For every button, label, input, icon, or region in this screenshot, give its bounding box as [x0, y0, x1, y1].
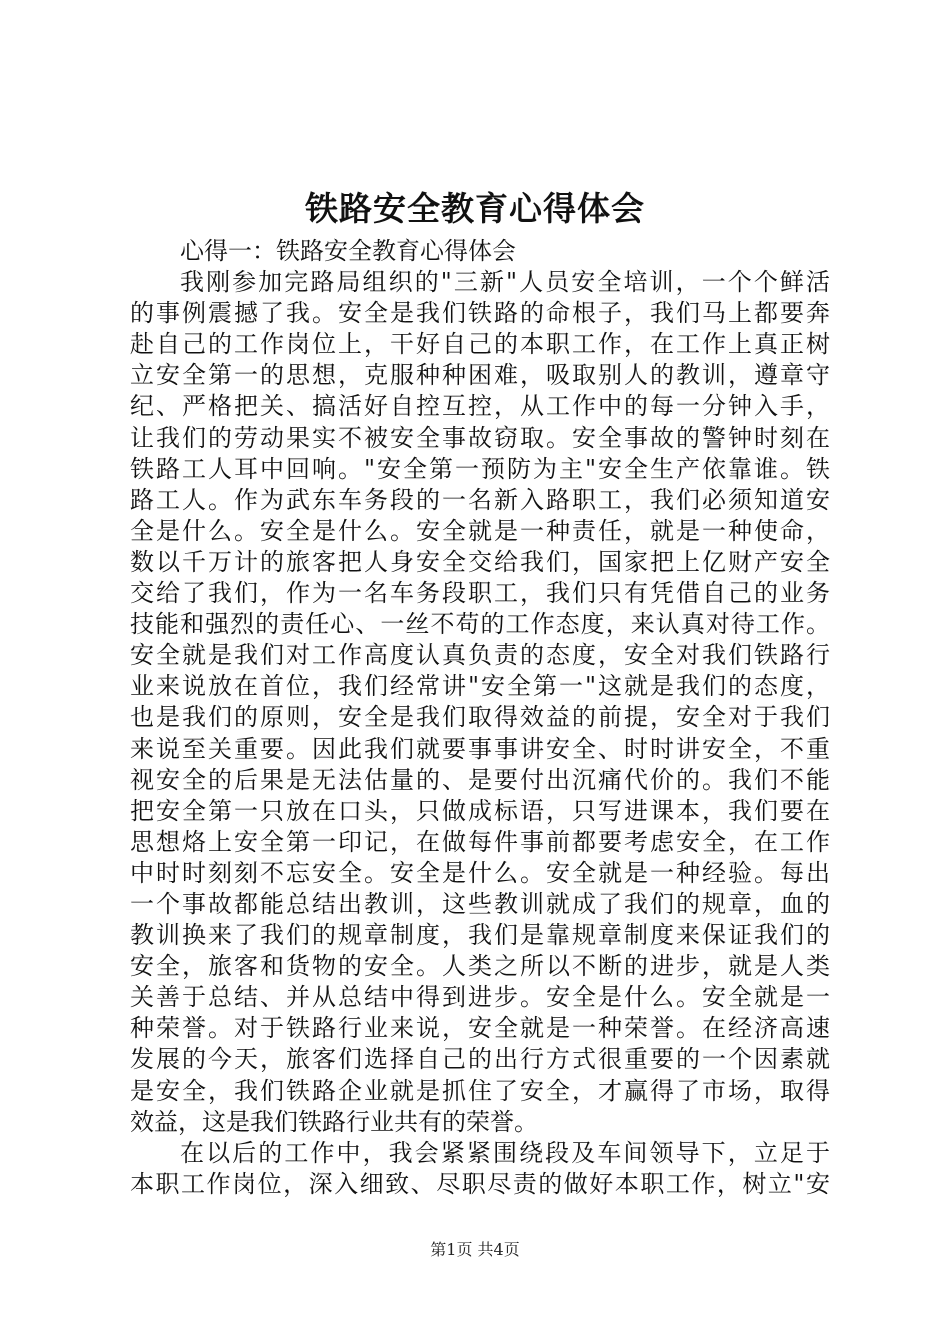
paragraph-line: 本职工作岗位，深入细致、尽职尽责的做好本职工作，树立"安	[130, 1169, 830, 1198]
page-number: 第1页 共4页	[430, 1240, 520, 1259]
paragraph-line: 让我们的劳动果实不被安全事故窃取。安全事故的警钟时刻在	[130, 423, 830, 452]
paragraph-line: 视安全的后果是无法估量的、是要付出沉痛代价的。我们不能	[130, 765, 830, 794]
paragraph-line: 效益，这是我们铁路行业共有的荣誉。	[130, 1107, 538, 1136]
paragraph-line: 来说至关重要。因此我们就要事事讲安全、时时讲安全，不重	[130, 734, 830, 763]
paragraph-line: 纪、严格把关、搞活好自控互控，从工作中的每一分钟入手，	[130, 392, 830, 421]
document-body	[130, 236, 830, 1200]
paragraph-line: 交给了我们，作为一名车务段职工，我们只有凭借自己的业务	[130, 579, 830, 608]
paragraph-line: 发展的今天，旅客们选择自己的出行方式很重要的一个因素就	[130, 1045, 830, 1074]
paragraph-line: 的事例震撼了我。安全是我们铁路的命根子，我们马上都要奔	[130, 299, 830, 328]
paragraph-line: 在以后的工作中，我会紧紧围绕段及车间领导下，立足于	[180, 1138, 830, 1167]
paragraph-line: 中时时刻刻不忘安全。安全是什么。安全就是一种经验。每出	[130, 858, 830, 887]
page-footer	[0, 1240, 950, 1260]
paragraph-line: 安全就是我们对工作高度认真负责的态度，安全对我们铁路行	[130, 641, 830, 670]
paragraph-line: 业来说放在首位，我们经常讲"安全第一"这就是我们的态度，	[130, 672, 830, 701]
paragraph-line: 关善于总结、并从总结中得到进步。安全是什么。安全就是一	[130, 983, 830, 1012]
paragraph-line: 教训换来了我们的规章制度，我们是靠规章制度来保证我们的	[130, 921, 830, 950]
paragraph-2	[130, 1138, 830, 1200]
document-title: 铁路安全教育心得体会	[305, 189, 645, 228]
paragraph-line: 路工人。作为武东车务段的一名新入路职工，我们必须知道安	[130, 485, 830, 514]
paragraph-line: 我刚参加完路局组织的"三新"人员安全培训，一个个鲜活	[180, 268, 830, 297]
paragraph-line: 数以千万计的旅客把人身安全交给我们，国家把上亿财产安全	[130, 547, 830, 576]
paragraph-1	[130, 267, 830, 1138]
subheading: 心得一：铁路安全教育心得体会	[180, 237, 516, 265]
paragraph-line: 赴自己的工作岗位上，干好自己的本职工作，在工作上真正树	[130, 330, 830, 359]
paragraph-line: 立安全第一的思想，克服种种困难，吸取别人的教训，遵章守	[130, 361, 830, 390]
paragraph-line: 铁路工人耳中回响。"安全第一预防为主"安全生产依靠谁。铁	[130, 454, 830, 483]
paragraph-line: 把安全第一只放在口头，只做成标语，只写进课本，我们要在	[130, 796, 830, 825]
paragraph-line: 思想烙上安全第一印记，在做每件事前都要考虑安全，在工作	[130, 827, 830, 856]
paragraph-line: 全是什么。安全是什么。安全就是一种责任，就是一种使命，	[130, 516, 830, 545]
paragraph-line: 种荣誉。对于铁路行业来说，安全就是一种荣誉。在经济高速	[130, 1014, 830, 1043]
paragraph-line: 也是我们的原则，安全是我们取得效益的前提，安全对于我们	[130, 703, 830, 732]
paragraph-line: 是安全，我们铁路企业就是抓住了安全，才赢得了市场，取得	[130, 1076, 830, 1105]
paragraph-line: 安全，旅客和货物的安全。人类之所以不断的进步，就是人类	[130, 952, 830, 981]
paragraph-line: 一个事故都能总结出教训，这些教训就成了我们的规章，血的	[130, 889, 830, 918]
paragraph-line: 技能和强烈的责任心、一丝不苟的工作态度，来认真对待工作。	[130, 610, 830, 639]
